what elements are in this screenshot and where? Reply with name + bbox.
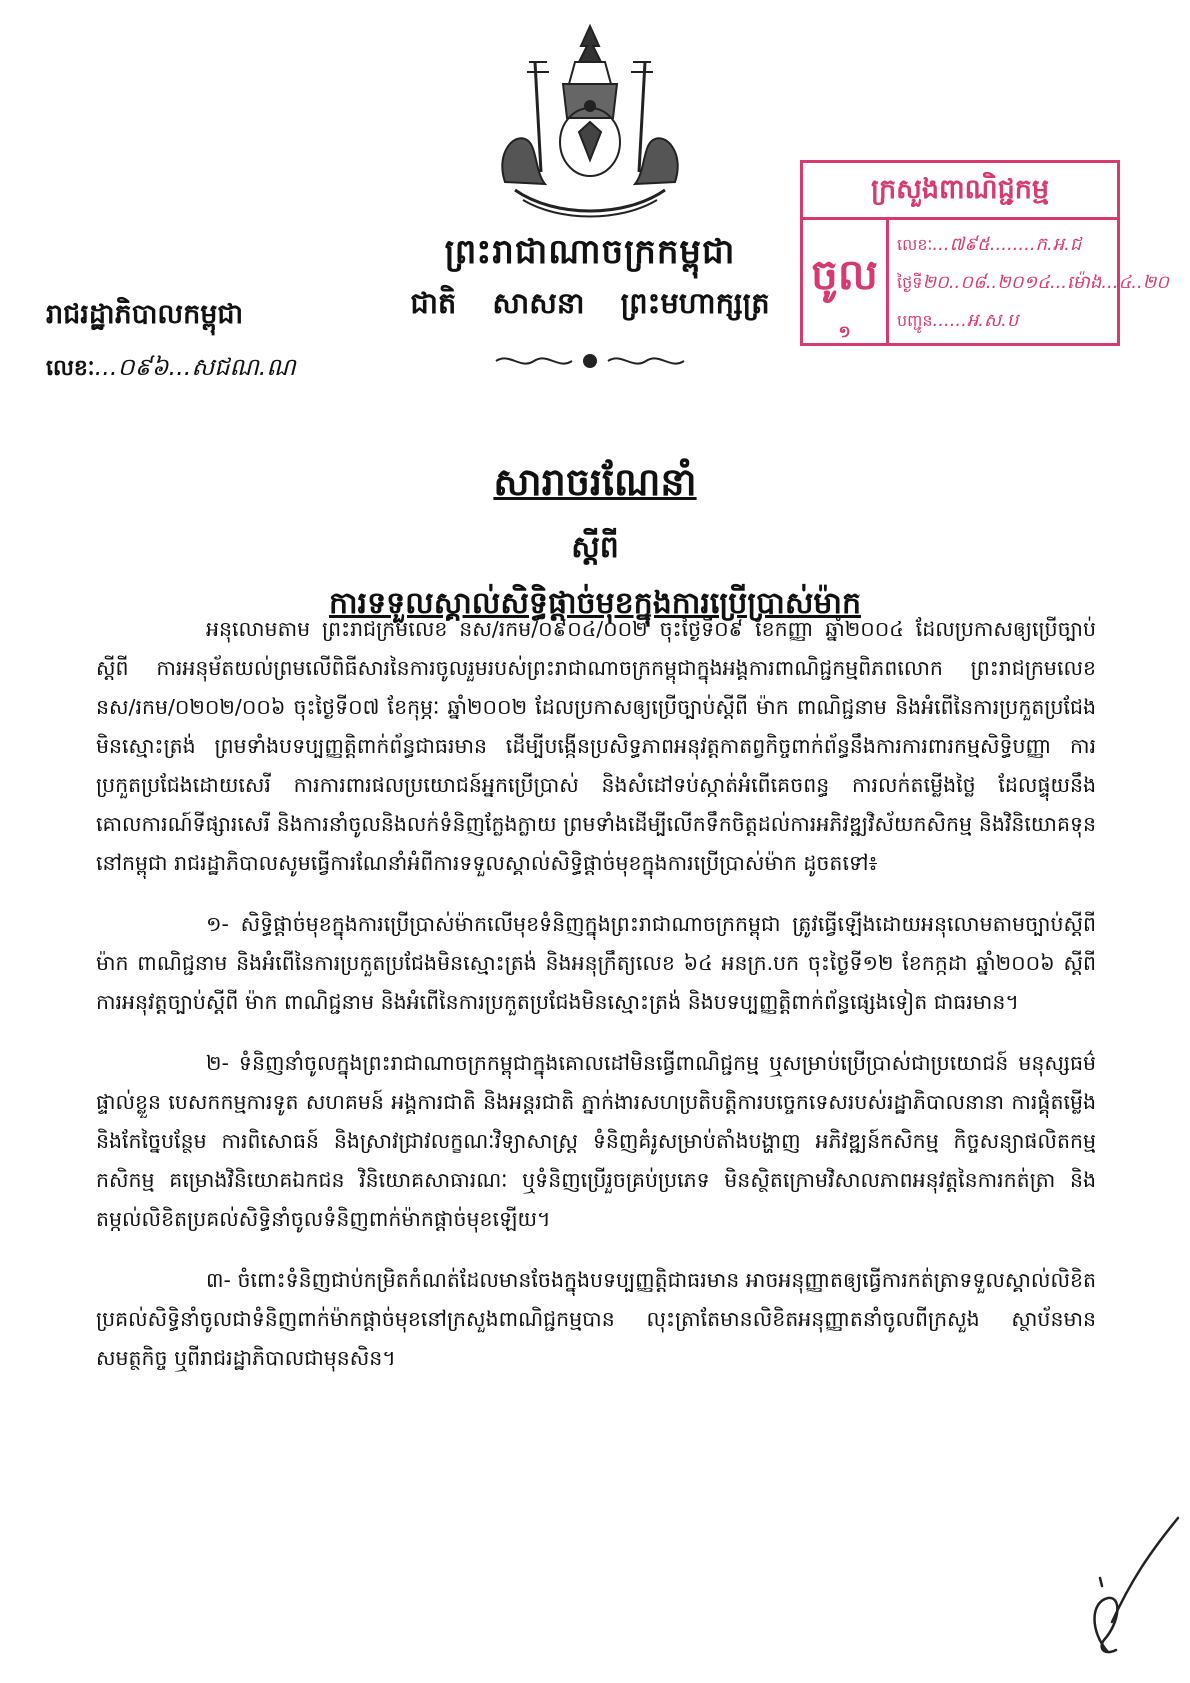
stamp-line-number [897, 226, 1111, 264]
received-stamp [800, 160, 1170, 346]
stamp-lines [897, 226, 1170, 340]
reference-number [46, 352, 296, 387]
signature-mark-icon [1060, 1512, 1180, 1662]
title-block [200, 458, 990, 628]
document-subtitle: ស្តីពី [571, 530, 619, 565]
national-motto: ជាតិ សាសនា ព្រះមហាក្សត្រ [410, 286, 770, 320]
stamp-line3-label: បញ្ជូន [897, 311, 933, 330]
document-body [96, 610, 1096, 1400]
stamp-mark-text: ចូល [811, 250, 878, 299]
reference-label: លេខៈ [46, 356, 95, 381]
document-subject: ការទទួលស្គាល់សិទ្ធិផ្តាច់មុខក្នុងការប្រើប្រាស់ម៉ាក [328, 586, 862, 621]
stamp-line2-value: ២០..០៨..២០១៤...ម៉ោង...៤..២០ [922, 272, 1170, 293]
stamp-line2-label: ថ្ងៃទី [897, 273, 923, 292]
paragraph-1: ១- សិទ្ធិផ្តាច់មុខក្នុងការប្រើប្រាស់ម៉ាកលើមុខទំនិញក្នុងព្រះរាជាណាចក្រកម្ពុជា ត្រូវធ្វើឡើងដោយអនុលោមតាមច្បាប់ស្តីពី ម៉ាក ពាណិជ្ជនាម និងអំពើនៃការប្រកួតប្រជែងមិនស្មោះត្រង់ និងអនុក្រឹត្យលេខ ៦៤ អនក្រ.បក ចុះថ្ងៃទី១២ ខែកក្កដា ឆ្នាំ២០០៦ ស្តីពី ការអនុវត្តច្បាប់ស្តីពី ម៉ាក ពាណិជ្ជនាម និងអំពើនៃការប្រកួតប្រជែងមិនស្មោះត្រង់ និងបទប្បញ្ញត្តិពាក់ព័ន្ធផ្សេងទៀត ជាធរមាន។ [96, 912, 1096, 1014]
stamp-body [803, 220, 1170, 346]
kingdom-name: ព្រះរាជាណាចក្រកម្ពុជា [444, 232, 736, 272]
government-name: រាជរដ្ឋាភិបាលកម្ពុជា [46, 299, 244, 330]
paragraph-3: ៣- ចំពោះទំនិញជាប់កម្រិតកំណត់ដែលមានចែងក្នុងបទប្បញ្ញត្តិជាធរមាន អាចអនុញ្ញាតឲ្យធ្វើការកត់ត្រាទទួលស្គាល់លិខិតប្រគល់សិទ្ធិនាំចូលជាទំនិញពាក់ម៉ាកផ្តាច់មុខនៅក្រសួងពាណិជ្ជកម្មបាន លុះត្រាតែមានលិខិតអនុញ្ញាតនាំចូលពីក្រសួង ស្ថាប័នមានសមត្ថកិច្ច ឬពីរាជរដ្ឋាភិបាលជាមុនសិន។ [96, 1268, 1096, 1370]
reference-value: ...០៩៦...សជណ.ណ [94, 353, 296, 381]
stamp-mark-sub: ១ [838, 322, 851, 341]
paragraph-2: ២- ទំនិញនាំចូលក្នុងព្រះរាជាណាចក្រកម្ពុជាក្នុងគោលដៅមិនធ្វើពាណិជ្ជកម្ម ឬសម្រាប់ប្រើប្រាស់ជាប្រយោជន៍ មនុស្សធម៌ ផ្ទាល់ខ្លួន បេសកកម្មការទូត សហគមន៍ អង្គការជាតិ និងអន្តរជាតិ ភ្នាក់ងារសហប្រតិបត្តិការបច្ចេកទេសរបស់រដ្ឋាភិបាលនានា ការផ្គុំតម្លើង និងកែច្នៃបន្ថែម ការពិសោធន៍ និងស្រាវជ្រាវលក្ខណៈវិទ្យាសាស្ត្រ ទំនិញគំរូសម្រាប់តាំងបង្ហាញ អភិវឌ្ឍន៍កសិកម្ម កិច្ចសន្យាផលិតកម្មកសិកម្ម គម្រោងវិនិយោគឯកជន វិនិយោគសាធារណៈ ឬទំនិញប្រើរួចគ្រប់ប្រភេទ មិនស្ថិតក្រោមវិសាលភាពអនុវត្តនៃការកត់ត្រា និងតម្កល់លិខិតប្រគល់សិទ្ធិនាំចូលទំនិញពាក់ម៉ាកផ្តាច់មុខឡើយ។ [96, 1051, 1096, 1231]
stamp-line1-value: ...៧៩៥........ក.អ.ជ [932, 234, 1082, 255]
ornament-divider-icon [490, 350, 690, 372]
stamp-title: ក្រសួងពាណិជ្ជកម្ម [803, 163, 1117, 220]
stamp-line3-value: ......អ.ស.ប [932, 310, 1019, 331]
royal-arms-emblem-icon [475, 22, 705, 222]
paragraph-intro: អនុលោមតាម ព្រះរាជក្រមលេខ នស/រកម/០៩០៤/០០២ ចុះថ្ងៃទី០៩ ខែកញ្ញា ឆ្នាំ២០០៤ ដែលប្រកាសឲ្យប្រើច្បាប់ស្តីពី ការអនុម័តយល់ព្រមលើពិធីសារនៃការចូលរួមរបស់ព្រះរាជាណាចក្រកម្ពុជាក្នុងអង្គការពាណិជ្ជកម្មពិភពលោក ព្រះរាជក្រមលេខ នស/រកម/០២០២/០០៦ ចុះថ្ងៃទី០៧ ខែកុម្ភៈ ឆ្នាំ២០០២ ដែលប្រកាសឲ្យប្រើច្បាប់ស្តីពី ម៉ាក ពាណិជ្ជនាម និងអំពើនៃការប្រកួតប្រជែងមិនស្មោះត្រង់ ព្រមទាំងបទប្បញ្ញត្តិពាក់ព័ន្ធជាធរមាន ដើម្បីបង្កើនប្រសិទ្ធភាពអនុវត្តកាតព្វកិច្ចពាក់ព័ន្ធនឹងការការពារកម្មសិទ្ធិបញ្ញា ការប្រកួតប្រជែងដោយសេរី ការការពារផលប្រយោជន៍អ្នកប្រើប្រាស់ និងសំដៅទប់ស្កាត់អំពើគេចពន្ធ ការលក់តម្លើងថ្លៃ ដែលផ្ទុយនឹងគោលការណ៍ទីផ្សារសេរី និងការនាំចូលនិងលក់ទំនិញក្លែងក្លាយ ព្រមទាំងដើម្បីលើកទឹកចិត្តដល់ការអភិវឌ្ឍវិស័យកសិកម្ម និងវិនិយោគទុននៅកម្ពុជា រាជរដ្ឋាភិបាលសូមធ្វើការណែនាំអំពីការទទួលស្គាល់សិទ្ធិផ្តាច់មុខក្នុងការប្រើប្រាស់ម៉ាក ដូចតទៅ៖ [96, 617, 1096, 875]
stamp-line-forward [897, 302, 1111, 340]
stamp-line1-label: លេខៈ [897, 235, 933, 254]
document-title: សារាចរណែនាំ [493, 460, 697, 504]
stamp-mark [803, 220, 889, 346]
stamp-line-date [897, 264, 1170, 302]
kingdom-header [400, 230, 780, 328]
